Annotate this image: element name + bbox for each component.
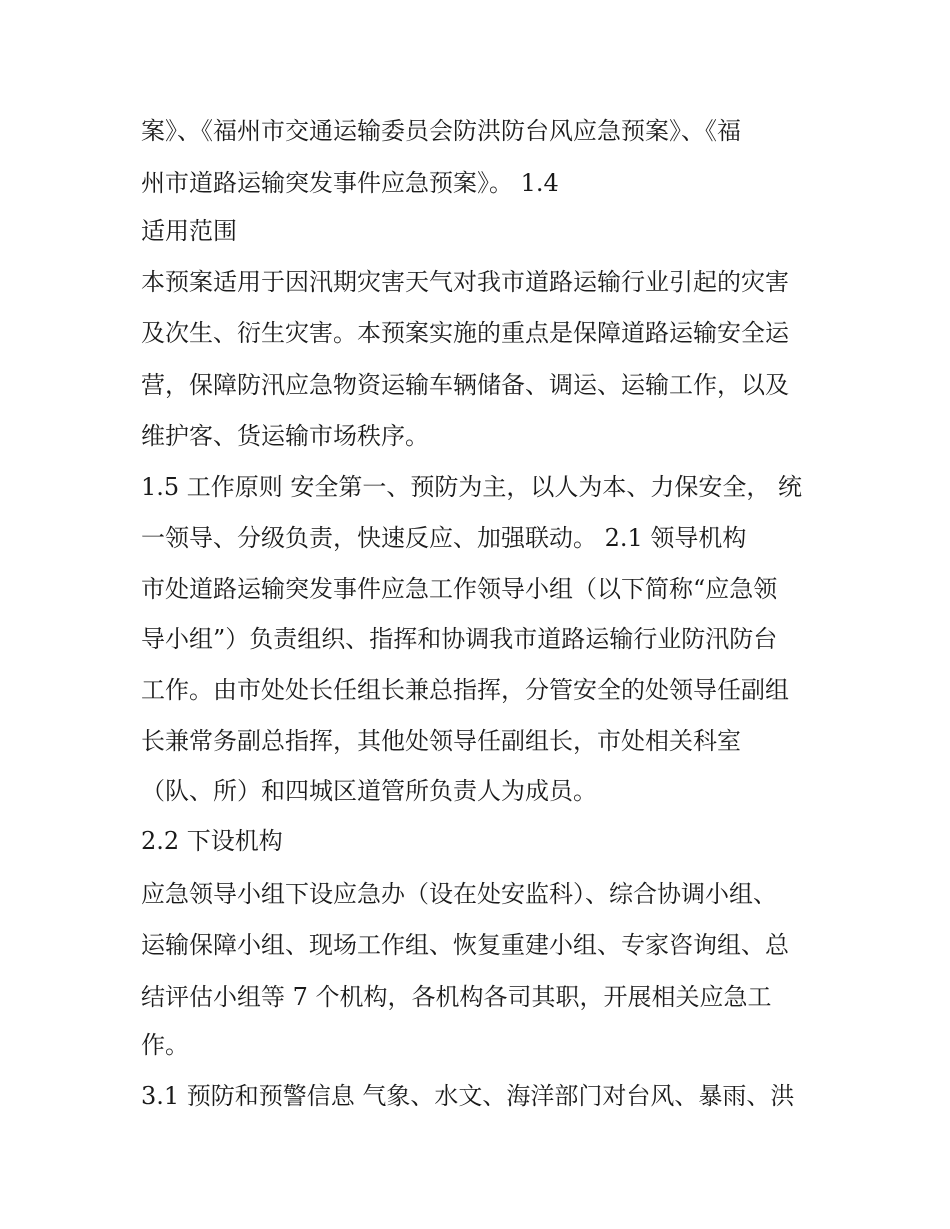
- text-line: 1.5 工作原则 安全第一、预防为主，以人为本、力保安全， 统: [141, 473, 803, 501]
- text-line: 州市道路运输突发事件应急预案》。 1.4: [141, 169, 559, 197]
- text-line: 工作。由市处处长任组长兼总指挥，分管安全的处领导任副组: [141, 676, 789, 704]
- text-line: 维护客、货运输市场秩序。: [141, 422, 429, 450]
- section-heading: 适用范围: [141, 217, 237, 245]
- text-line: 3.1 预防和预警信息 气象、水文、海洋部门对台风、暴雨、洪: [141, 1082, 795, 1110]
- text-line: 长兼常务副总指挥，其他处领导任副组长，市处相关科室: [141, 727, 741, 755]
- text-line: 作。: [141, 1031, 189, 1059]
- text-line: 本预案适用于因汛期灾害天气对我市道路运输行业引起的灾害: [141, 268, 789, 296]
- text-line: 及次生、衍生灾害。本预案实施的重点是保障道路运输安全运: [141, 319, 789, 347]
- text-line: 案》、《福州市交通运输委员会防洪防台风应急预案》、《福: [141, 117, 741, 145]
- text-line: 应急领导小组下设应急办（设在处安监科）、综合协调小组、: [141, 880, 777, 908]
- text-line: 导小组”）负责组织、指挥和协调我市道路运输行业防汛防台: [141, 625, 778, 653]
- text-line: 运输保障小组、现场工作组、恢复重建小组、专家咨询组、总: [141, 931, 789, 959]
- text-line: 结评估小组等 7 个机构，各机构各司其职，开展相关应急工: [141, 983, 772, 1011]
- section-heading: 2.2 下设机构: [141, 827, 283, 855]
- text-line: 市处道路运输突发事件应急工作领导小组（以下简称“应急领: [141, 575, 778, 603]
- text-line: 一领导、分级负责，快速反应、加强联动。 2.1 领导机构: [141, 524, 747, 552]
- text-line: 营，保障防汛应急物资运输车辆储备、调运、运输工作，以及: [141, 371, 789, 399]
- text-line: （队、所）和四城区道管所负责人为成员。: [141, 777, 597, 805]
